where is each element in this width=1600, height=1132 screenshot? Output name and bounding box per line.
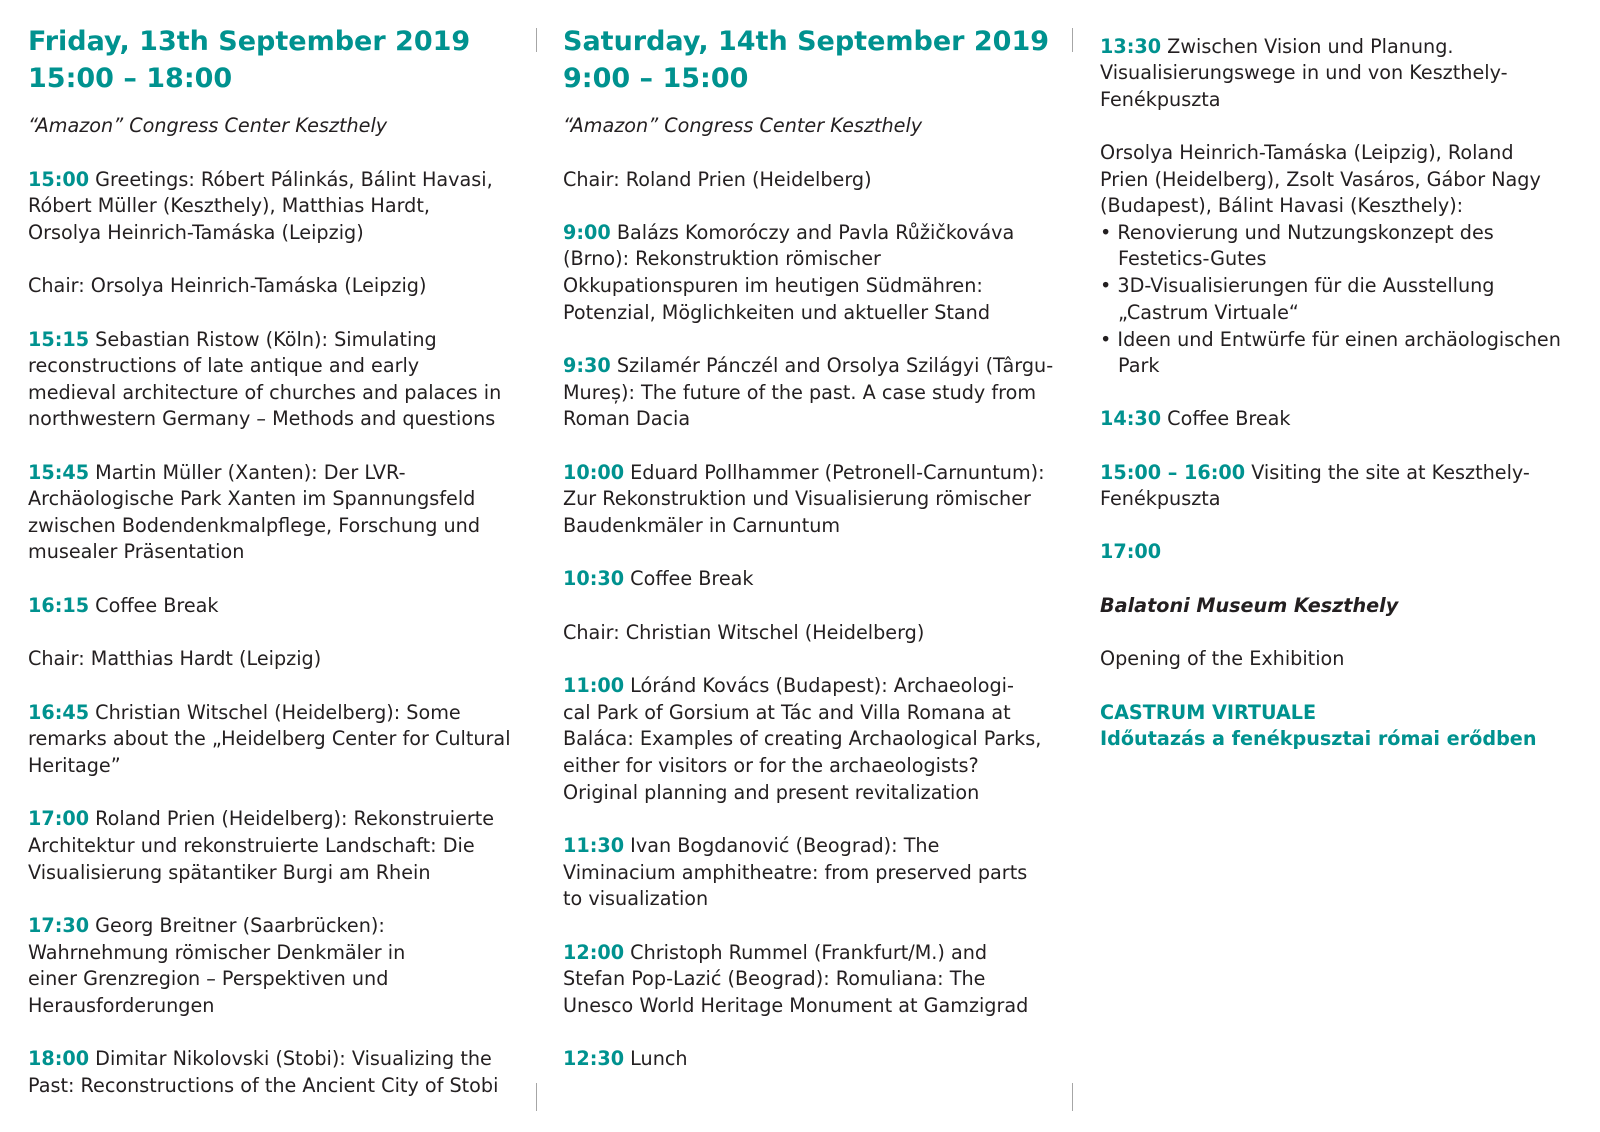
saturday-item-1100 <box>563 673 1014 699</box>
time-label: 15:45 <box>28 461 90 484</box>
saturday-item-1230 <box>563 1046 688 1072</box>
time-label: 12:30 <box>563 1047 625 1070</box>
item-line: Potenzial, Möglichkeiten und aktueller Stand <box>563 301 991 324</box>
saturday-column <box>563 0 1063 1070</box>
item-line: Viminacium amphitheatre: from preserved parts <box>563 861 1028 884</box>
friday-item-1730 <box>28 913 385 939</box>
item-text: Coffee Break <box>89 594 219 617</box>
item-line: northwestern Germany – Methods and questions <box>28 407 496 430</box>
friday-item-1545 <box>28 460 406 486</box>
time-label: 17:30 <box>28 914 90 937</box>
item-line: Baláca: Examples of creating Archaological Parks, <box>563 727 1042 750</box>
time-label: 10:00 <box>563 461 625 484</box>
item-line: Visualisierungswege in und von Keszthely- <box>1100 61 1508 84</box>
item-line: Mureș): The future of the past. A case study from <box>563 381 1037 404</box>
saturday-item-0930 <box>563 353 1053 379</box>
saturday-chair-2: Chair: Christian Witschel (Heidelberg) <box>563 621 925 644</box>
item-line: Architektur und rekonstruierte Landschaft: Die <box>28 834 475 857</box>
item-line: Original planning and present revitalization <box>563 781 980 804</box>
friday-item-1645 <box>28 700 461 726</box>
time-label: 15:00 – 16:00 <box>1100 461 1246 484</box>
time-label: 16:45 <box>28 701 90 724</box>
item-text: Zwischen Vision und Planung. <box>1161 35 1454 58</box>
saturday-time-range: 9:00 – 15:00 <box>563 63 749 94</box>
time-label: 11:30 <box>563 834 625 857</box>
item-line: Visualisierung spätantiker Burgi am Rhein <box>28 861 431 884</box>
time-label: 17:00 <box>28 807 90 830</box>
item-line: Baudenkmäler in Carnuntum <box>563 514 841 537</box>
museum-venue: Balatoni Museum Keszthely <box>1100 594 1399 617</box>
item-line: Fenékpuszta <box>1100 88 1221 111</box>
saturday-item-1130 <box>563 833 939 859</box>
item-text: Martin Müller (Xanten): Der LVR- <box>89 461 406 484</box>
speaker-names-line: Prien (Heidelberg), Zsolt Vasáros, Gábor Nagy <box>1100 168 1541 191</box>
bullet-item: • 3D-Visualisierungen für die Ausstellung <box>1100 274 1495 297</box>
saturday-item-1200 <box>563 940 987 966</box>
item-line: cal Park of Gorsium at Tác and Villa Romana at <box>563 701 1011 724</box>
item-text: Balázs Komoróczy and Pavla Růžičkováva <box>610 221 1015 244</box>
column-divider-top-1 <box>536 28 537 52</box>
time-label: 15:15 <box>28 328 90 351</box>
item-line: Stefan Pop-Lazić (Beograd): Romuliana: The <box>563 967 986 990</box>
friday-item-1515 <box>28 327 437 353</box>
item-line: (Brno): Rekonstruktion römischer <box>563 247 881 270</box>
item-text: Visiting the site at Keszthely- <box>1245 461 1530 484</box>
item-line: reconstructions of late antique and early <box>28 354 420 377</box>
time-label: 9:00 <box>563 221 611 244</box>
item-line: Unesco World Heritage Monument at Gamzigrad <box>563 994 1029 1017</box>
speaker-names-line: Orsolya Heinrich-Tamáska (Leipzig), Roland <box>1100 141 1514 164</box>
item-text: Coffee Break <box>624 567 754 590</box>
time-label: 16:15 <box>28 594 90 617</box>
bullet-item-continued: „Castrum Virtuale“ <box>1118 301 1299 324</box>
bullet-item-continued: Festetics-Gutes <box>1118 247 1267 270</box>
friday-heading <box>28 0 528 97</box>
time-label: 13:30 <box>1100 35 1162 58</box>
item-line: Roman Dacia <box>563 407 691 430</box>
saturday-chair-1: Chair: Roland Prien (Heidelberg) <box>563 168 872 191</box>
item-line: Orsolya Heinrich-Tamáska (Leipzig) <box>28 221 364 244</box>
item-text: Szilamér Pánczél and Orsolya Szilágyi (Târgu- <box>610 354 1054 377</box>
item-line: medieval architecture of churches and palaces in <box>28 381 502 404</box>
item-line: remarks about the „Heidelberg Center for Cultural <box>28 727 511 750</box>
item-line: Róbert Müller (Keszthely), Matthias Hardt, <box>28 194 430 217</box>
friday-column <box>28 0 528 1097</box>
friday-time-range: 15:00 – 18:00 <box>28 63 233 94</box>
saturday-item-0900 <box>563 220 1014 246</box>
time-label: 18:00 <box>28 1047 90 1070</box>
item-line: either for visitors or for the archaeologists? <box>563 754 979 777</box>
item-text: Christian Witschel (Heidelberg): Some <box>89 701 461 724</box>
item-text: Lóránd Kovács (Budapest): Archaeologi- <box>624 674 1014 697</box>
item-text: Christoph Rummel (Frankfurt/M.) and <box>624 941 988 964</box>
saturday-venue: “Amazon” Congress Center Keszthely <box>563 114 923 137</box>
item-text: Sebastian Ristow (Köln): Simulating <box>89 328 437 351</box>
time-label: 10:30 <box>563 567 625 590</box>
item-text: Lunch <box>624 1047 688 1070</box>
item-1330 <box>1100 34 1454 60</box>
exhibition-opening: Opening of the Exhibition <box>1100 647 1345 670</box>
time-label: 15:00 <box>28 168 90 191</box>
column-divider-top-2 <box>1072 28 1073 52</box>
item-1430 <box>1100 406 1291 432</box>
item-line: Heritage” <box>28 754 121 777</box>
item-line: Past: Reconstructions of the Ancient City of Stobi <box>28 1074 499 1097</box>
item-line: Herausforderungen <box>28 994 215 1017</box>
item-line: Zur Rekonstruktion und Visualisierung römischer <box>563 487 1031 510</box>
time-label: 11:00 <box>563 674 625 697</box>
bullet-item: • Renovierung und Nutzungskonzept des <box>1100 221 1494 244</box>
time-label-1700: 17:00 <box>1100 540 1162 563</box>
friday-chair-2: Chair: Matthias Hardt (Leipzig) <box>28 647 322 670</box>
item-text: Coffee Break <box>1161 407 1291 430</box>
exhibition-title: CASTRUM VIRTUALE <box>1100 701 1317 724</box>
time-label: 14:30 <box>1100 407 1162 430</box>
saturday-item-1030 <box>563 566 754 592</box>
time-label: 12:00 <box>563 941 625 964</box>
friday-item-1500 <box>28 167 493 193</box>
friday-item-1700 <box>28 806 494 832</box>
friday-chair-1: Chair: Orsolya Heinrich-Tamáska (Leipzig) <box>28 274 427 297</box>
saturday-date: Saturday, 14th September 2019 <box>563 26 1050 57</box>
bullet-item-continued: Park <box>1118 354 1160 377</box>
saturday-heading <box>563 0 1063 97</box>
item-text: Roland Prien (Heidelberg): Rekonstruierte <box>89 807 495 830</box>
item-text: Eduard Pollhammer (Petronell-Carnuntum): <box>624 461 1045 484</box>
item-line: Fenékpuszta <box>1100 487 1221 510</box>
item-line: musealer Präsentation <box>28 540 245 563</box>
item-text: Georg Breitner (Saarbrücken): <box>89 914 385 937</box>
item-line: einer Grenzregion – Perspektiven und <box>28 967 389 990</box>
item-text: Ivan Bogdanović (Beograd): The <box>624 834 940 857</box>
friday-item-1800 <box>28 1046 492 1072</box>
time-label: 9:30 <box>563 354 611 377</box>
friday-item-1615 <box>28 593 219 619</box>
bullet-item: • Ideen und Entwürfe für einen archäologischen <box>1100 328 1561 351</box>
item-line: Okkupationspuren im heutigen Südmähren: <box>563 274 983 297</box>
column-divider-bottom-2 <box>1072 1083 1073 1111</box>
exhibition-subtitle: Időutazás a fenékpusztai római erődben <box>1100 727 1537 750</box>
item-line: zwischen Bodendenkmalpflege, Forschung und <box>28 514 480 537</box>
friday-date: Friday, 13th September 2019 <box>28 26 471 57</box>
item-text: Greetings: Róbert Pálinkás, Bálint Havasi, <box>89 168 493 191</box>
item-line: to visualization <box>563 887 709 910</box>
item-text: Dimitar Nikolovski (Stobi): Visualizing the <box>89 1047 492 1070</box>
friday-venue: “Amazon” Congress Center Keszthely <box>28 114 388 137</box>
item-line: Archäologische Park Xanten im Spannungsfeld <box>28 487 476 510</box>
item-line: Wahrnehmung römischer Denkmäler in <box>28 941 406 964</box>
item-1500 <box>1100 460 1530 486</box>
saturday-item-1000 <box>563 460 1045 486</box>
column-divider-bottom-1 <box>536 1083 537 1111</box>
speaker-names-line: (Budapest), Bálint Havasi (Keszthely): <box>1100 194 1464 217</box>
